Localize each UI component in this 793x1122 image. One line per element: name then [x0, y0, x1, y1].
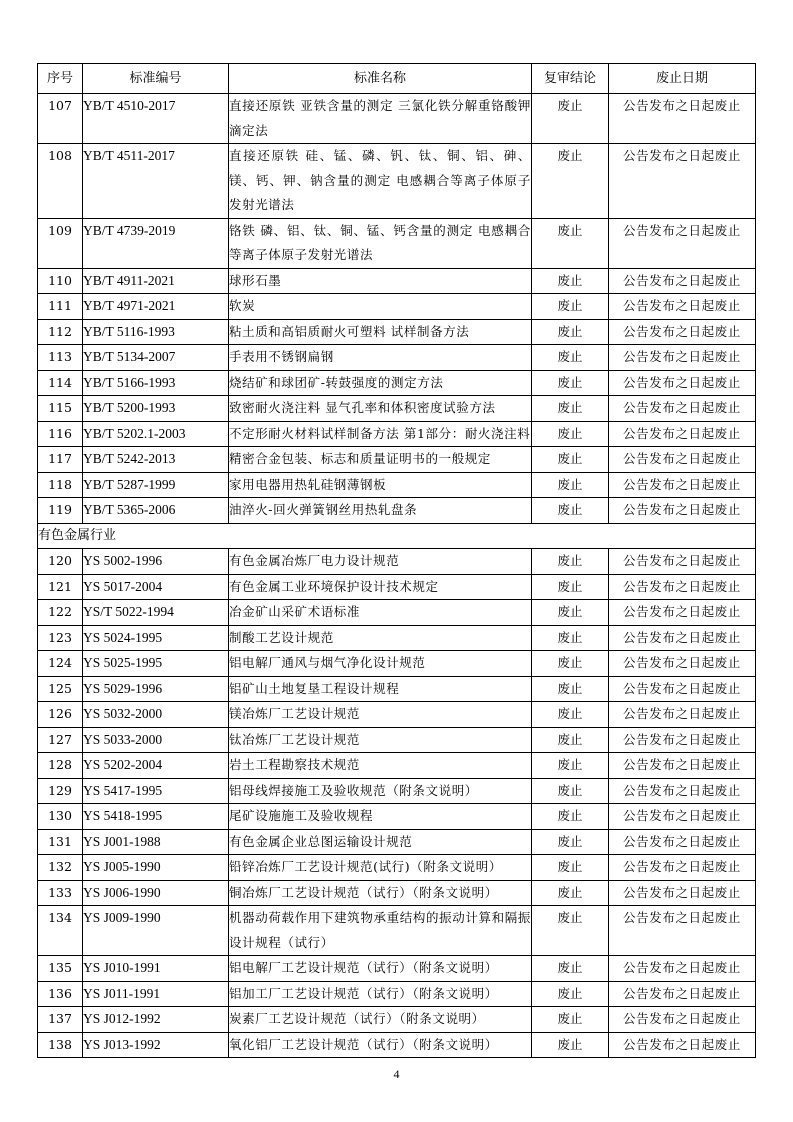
row-serial-number: 114 [38, 370, 83, 396]
table-row [38, 549, 756, 575]
row-serial-number: 119 [38, 498, 83, 524]
row-serial-number: 109 [38, 218, 83, 268]
row-standard-code: YS J006-1990 [83, 880, 229, 906]
row-standard-code: YB/T 5202.1-2003 [83, 421, 229, 447]
row-serial-number: 132 [38, 855, 83, 881]
row-standard-name: 精密合金包装、标志和质量证明书的一般规定 [229, 447, 532, 473]
row-abolition-date: 公告发布之日起废止 [609, 625, 756, 651]
row-standard-code: YS 5033-2000 [83, 727, 229, 753]
table-row [38, 294, 756, 320]
table-row [38, 829, 756, 855]
row-serial-number: 123 [38, 625, 83, 651]
row-abolition-date: 公告发布之日起废止 [609, 94, 756, 144]
row-abolition-date: 公告发布之日起废止 [609, 855, 756, 881]
row-standard-name: 手表用不锈钢扁钢 [229, 345, 532, 371]
table-row [38, 804, 756, 830]
table-row [38, 600, 756, 626]
section-title: 有色金属行业 [38, 523, 756, 549]
row-review-conclusion: 废止 [532, 676, 609, 702]
row-standard-name: 制酸工艺设计规范 [229, 625, 532, 651]
row-standard-name: 冶金矿山采矿术语标准 [229, 600, 532, 626]
table-row [38, 906, 756, 956]
row-standard-name: 尾矿设施施工及验收规程 [229, 804, 532, 830]
row-abolition-date: 公告发布之日起废止 [609, 396, 756, 422]
table-body-nonferrous [38, 549, 756, 1058]
row-standard-code: YS J001-1988 [83, 829, 229, 855]
row-standard-name: 氧化铝厂工艺设计规范（试行）（附条文说明） [229, 1032, 532, 1058]
row-abolition-date: 公告发布之日起废止 [609, 144, 756, 219]
row-serial-number: 134 [38, 906, 83, 956]
row-abolition-date: 公告发布之日起废止 [609, 600, 756, 626]
row-review-conclusion: 废止 [532, 549, 609, 575]
table-row [38, 345, 756, 371]
row-abolition-date: 公告发布之日起废止 [609, 702, 756, 728]
row-standard-code: YS J009-1990 [83, 906, 229, 956]
table-row [38, 1032, 756, 1058]
row-serial-number: 122 [38, 600, 83, 626]
row-standard-code: YS 5418-1995 [83, 804, 229, 830]
row-standard-name: 铅锌冶炼厂工艺设计规范(试行)（附条文说明） [229, 855, 532, 881]
row-abolition-date: 公告发布之日起废止 [609, 574, 756, 600]
row-standard-name: 铜冶炼厂工艺设计规范（试行）（附条文说明） [229, 880, 532, 906]
row-serial-number: 125 [38, 676, 83, 702]
row-review-conclusion: 废止 [532, 574, 609, 600]
row-serial-number: 117 [38, 447, 83, 473]
row-abolition-date: 公告发布之日起废止 [609, 880, 756, 906]
row-review-conclusion: 废止 [532, 345, 609, 371]
row-review-conclusion: 废止 [532, 855, 609, 881]
row-abolition-date: 公告发布之日起废止 [609, 370, 756, 396]
row-review-conclusion: 废止 [532, 218, 609, 268]
row-abolition-date: 公告发布之日起废止 [609, 956, 756, 982]
row-abolition-date: 公告发布之日起废止 [609, 651, 756, 677]
table-row [38, 778, 756, 804]
row-review-conclusion: 废止 [532, 956, 609, 982]
table-row [38, 319, 756, 345]
row-serial-number: 136 [38, 981, 83, 1007]
row-serial-number: 137 [38, 1007, 83, 1033]
row-review-conclusion: 废止 [532, 294, 609, 320]
row-standard-name: 铝电解厂工艺设计规范（试行）（附条文说明） [229, 956, 532, 982]
row-serial-number: 128 [38, 753, 83, 779]
table-row [38, 880, 756, 906]
row-abolition-date: 公告发布之日起废止 [609, 447, 756, 473]
row-serial-number: 107 [38, 94, 83, 144]
table-header-row [38, 64, 756, 94]
row-standard-code: YS 5032-2000 [83, 702, 229, 728]
row-standard-code: YB/T 4911-2021 [83, 268, 229, 294]
row-standard-code: YS J005-1990 [83, 855, 229, 881]
row-standard-name: 铝矿山土地复垦工程设计规程 [229, 676, 532, 702]
row-review-conclusion: 废止 [532, 753, 609, 779]
row-review-conclusion: 废止 [532, 906, 609, 956]
row-standard-name: 铝加工厂工艺设计规范（试行）（附条文说明） [229, 981, 532, 1007]
row-review-conclusion: 废止 [532, 804, 609, 830]
row-review-conclusion: 废止 [532, 829, 609, 855]
row-abolition-date: 公告发布之日起废止 [609, 753, 756, 779]
row-standard-code: YB/T 4739-2019 [83, 218, 229, 268]
row-abolition-date: 公告发布之日起废止 [609, 294, 756, 320]
row-review-conclusion: 废止 [532, 880, 609, 906]
row-serial-number: 120 [38, 549, 83, 575]
row-standard-name: 球形石墨 [229, 268, 532, 294]
row-serial-number: 138 [38, 1032, 83, 1058]
row-review-conclusion: 废止 [532, 1032, 609, 1058]
row-serial-number: 133 [38, 880, 83, 906]
row-standard-name: 有色金属冶炼厂电力设计规范 [229, 549, 532, 575]
row-standard-code: YB/T 5200-1993 [83, 396, 229, 422]
row-review-conclusion: 废止 [532, 472, 609, 498]
row-abolition-date: 公告发布之日起废止 [609, 1007, 756, 1033]
row-standard-name: 油淬火-回火弹簧钢丝用热轧盘条 [229, 498, 532, 524]
row-standard-code: YB/T 5287-1999 [83, 472, 229, 498]
row-review-conclusion: 废止 [532, 370, 609, 396]
row-standard-code: YS J012-1992 [83, 1007, 229, 1033]
row-review-conclusion: 废止 [532, 447, 609, 473]
table-row [38, 956, 756, 982]
header-standard-name: 标准名称 [229, 64, 532, 94]
row-abolition-date: 公告发布之日起废止 [609, 268, 756, 294]
section-row [38, 523, 756, 549]
table-row [38, 268, 756, 294]
row-standard-code: YS J010-1991 [83, 956, 229, 982]
row-abolition-date: 公告发布之日起废止 [609, 549, 756, 575]
row-standard-name: 有色金属企业总图运输设计规范 [229, 829, 532, 855]
table-row [38, 753, 756, 779]
row-standard-name: 机器动荷载作用下建筑物承重结构的振动计算和隔振设计规程（试行） [229, 906, 532, 956]
table-row [38, 447, 756, 473]
row-serial-number: 118 [38, 472, 83, 498]
row-serial-number: 124 [38, 651, 83, 677]
table-row [38, 625, 756, 651]
table-row [38, 94, 756, 144]
row-standard-code: YB/T 4510-2017 [83, 94, 229, 144]
row-review-conclusion: 废止 [532, 94, 609, 144]
row-standard-name: 铬铁 磷、铝、钛、铜、锰、钙含量的测定 电感耦合等离子体原子发射光谱法 [229, 218, 532, 268]
header-review-conclusion: 复审结论 [532, 64, 609, 94]
row-abolition-date: 公告发布之日起废止 [609, 778, 756, 804]
row-review-conclusion: 废止 [532, 396, 609, 422]
row-serial-number: 111 [38, 294, 83, 320]
row-review-conclusion: 废止 [532, 144, 609, 219]
row-serial-number: 116 [38, 421, 83, 447]
row-abolition-date: 公告发布之日起废止 [609, 829, 756, 855]
row-serial-number: 110 [38, 268, 83, 294]
row-review-conclusion: 废止 [532, 268, 609, 294]
row-abolition-date: 公告发布之日起废止 [609, 676, 756, 702]
row-serial-number: 113 [38, 345, 83, 371]
row-standard-name: 炭素厂工艺设计规范（试行）（附条文说明） [229, 1007, 532, 1033]
row-serial-number: 115 [38, 396, 83, 422]
row-abolition-date: 公告发布之日起废止 [609, 421, 756, 447]
row-standard-code: YB/T 5242-2013 [83, 447, 229, 473]
row-standard-code: YB/T 5116-1993 [83, 319, 229, 345]
row-review-conclusion: 废止 [532, 702, 609, 728]
row-standard-name: 有色金属工业环境保护设计技术规定 [229, 574, 532, 600]
standards-table [37, 63, 756, 1058]
row-standard-name: 钛冶炼厂工艺设计规范 [229, 727, 532, 753]
table-row [38, 651, 756, 677]
row-standard-name: 直接还原铁 硅、锰、磷、钒、钛、铜、铝、砷、镁、钙、钾、钠含量的测定 电感耦合等离子体原子发射光谱法 [229, 144, 532, 219]
row-abolition-date: 公告发布之日起废止 [609, 804, 756, 830]
table-row [38, 702, 756, 728]
table-row [38, 676, 756, 702]
row-review-conclusion: 废止 [532, 651, 609, 677]
row-review-conclusion: 废止 [532, 778, 609, 804]
row-review-conclusion: 废止 [532, 421, 609, 447]
row-standard-code: YS 5017-2004 [83, 574, 229, 600]
row-standard-code: YB/T 4971-2021 [83, 294, 229, 320]
row-abolition-date: 公告发布之日起废止 [609, 498, 756, 524]
row-standard-code: YB/T 5166-1993 [83, 370, 229, 396]
row-standard-code: YS 5417-1995 [83, 778, 229, 804]
table-row [38, 144, 756, 219]
row-serial-number: 135 [38, 956, 83, 982]
table-row [38, 498, 756, 524]
row-review-conclusion: 废止 [532, 1007, 609, 1033]
row-standard-code: YB/T 5134-2007 [83, 345, 229, 371]
row-serial-number: 108 [38, 144, 83, 219]
row-standard-code: YS J011-1991 [83, 981, 229, 1007]
row-standard-code: YS 5202-2004 [83, 753, 229, 779]
row-review-conclusion: 废止 [532, 600, 609, 626]
page-number: 4 [393, 1067, 400, 1081]
row-standard-name: 不定形耐火材料试样制备方法 第1部分：耐火浇注料 [229, 421, 532, 447]
row-abolition-date: 公告发布之日起废止 [609, 906, 756, 956]
row-abolition-date: 公告发布之日起废止 [609, 727, 756, 753]
header-standard-code: 标准编号 [83, 64, 229, 94]
table-row [38, 396, 756, 422]
table-body-section [38, 523, 756, 549]
row-abolition-date: 公告发布之日起废止 [609, 319, 756, 345]
row-serial-number: 131 [38, 829, 83, 855]
table-row [38, 1007, 756, 1033]
row-serial-number: 126 [38, 702, 83, 728]
table-row [38, 218, 756, 268]
row-standard-name: 铝电解厂通风与烟气净化设计规范 [229, 651, 532, 677]
table-body-ferrous [38, 94, 756, 524]
row-standard-code: YB/T 5365-2006 [83, 498, 229, 524]
table-row [38, 421, 756, 447]
row-review-conclusion: 废止 [532, 981, 609, 1007]
row-standard-code: YS 5025-1995 [83, 651, 229, 677]
row-standard-name: 直接还原铁 亚铁含量的测定 三氯化铁分解重铬酸钾滴定法 [229, 94, 532, 144]
row-review-conclusion: 废止 [532, 625, 609, 651]
row-review-conclusion: 废止 [532, 727, 609, 753]
row-abolition-date: 公告发布之日起废止 [609, 218, 756, 268]
row-standard-name: 烧结矿和球团矿-转鼓强度的测定方法 [229, 370, 532, 396]
row-serial-number: 121 [38, 574, 83, 600]
row-abolition-date: 公告发布之日起废止 [609, 472, 756, 498]
row-standard-name: 软炭 [229, 294, 532, 320]
row-abolition-date: 公告发布之日起废止 [609, 981, 756, 1007]
row-standard-code: YB/T 4511-2017 [83, 144, 229, 219]
table-row [38, 727, 756, 753]
row-standard-code: YS 5029-1996 [83, 676, 229, 702]
row-serial-number: 129 [38, 778, 83, 804]
row-review-conclusion: 废止 [532, 498, 609, 524]
row-standard-name: 镁冶炼厂工艺设计规范 [229, 702, 532, 728]
row-standard-name: 家用电器用热轧硅钢薄钢板 [229, 472, 532, 498]
row-abolition-date: 公告发布之日起废止 [609, 345, 756, 371]
row-serial-number: 130 [38, 804, 83, 830]
row-standard-code: YS 5024-1995 [83, 625, 229, 651]
table-row [38, 574, 756, 600]
row-standard-code: YS 5002-1996 [83, 549, 229, 575]
row-standard-name: 铝母线焊接施工及验收规范（附条文说明） [229, 778, 532, 804]
row-standard-name: 岩土工程勘察技术规范 [229, 753, 532, 779]
header-abolition-date: 废止日期 [609, 64, 756, 94]
row-abolition-date: 公告发布之日起废止 [609, 1032, 756, 1058]
row-standard-code: YS J013-1992 [83, 1032, 229, 1058]
table-row [38, 981, 756, 1007]
table-row [38, 855, 756, 881]
header-serial-number: 序号 [38, 64, 83, 94]
table-row [38, 472, 756, 498]
table-row [38, 370, 756, 396]
row-standard-name: 粘土质和高铝质耐火可塑料 试样制备方法 [229, 319, 532, 345]
row-serial-number: 127 [38, 727, 83, 753]
row-standard-code: YS/T 5022-1994 [83, 600, 229, 626]
row-standard-name: 致密耐火浇注料 显气孔率和体积密度试验方法 [229, 396, 532, 422]
row-serial-number: 112 [38, 319, 83, 345]
row-review-conclusion: 废止 [532, 319, 609, 345]
